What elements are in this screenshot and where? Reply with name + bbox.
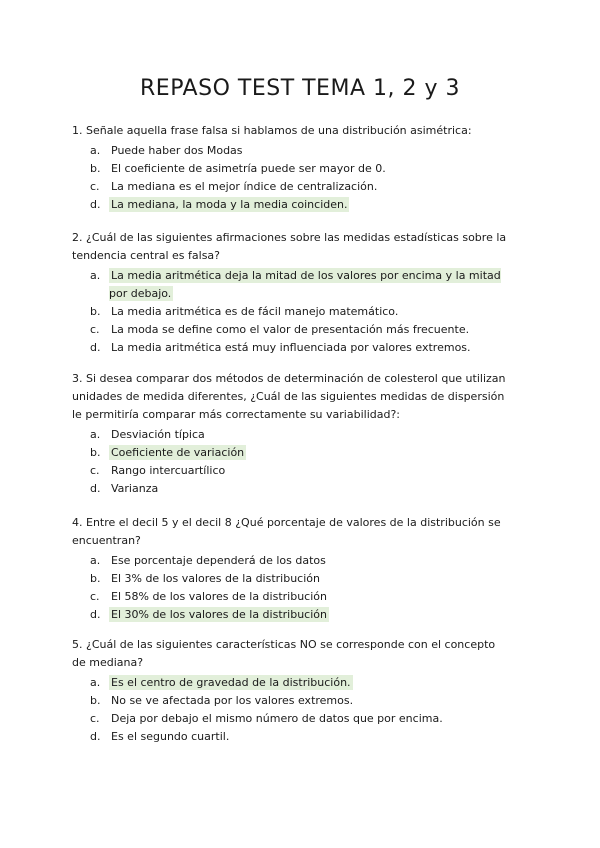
option-letter: c. (90, 712, 100, 725)
option-letter: b. (90, 162, 101, 175)
option-text: La media aritmética está muy influenciada por valores extremos. (111, 341, 471, 354)
question-stem: 3. Si desea comparar dos métodos de determinación de colesterol que utilizan unidades de medida diferentes, ¿Cuál de las siguientes medidas de dispersión le permitiría comparar más correctamente su variabilidad?: (72, 372, 506, 421)
option-a (72, 552, 512, 570)
option-letter: b. (90, 305, 101, 318)
question-stem: 5. ¿Cuál de las siguientes características NO se corresponde con el concepto de mediana? (72, 638, 496, 669)
option-b (72, 160, 512, 178)
option-d (72, 728, 512, 746)
option-list (72, 426, 512, 498)
option-text: El 58% de los valores de la distribución (111, 590, 327, 603)
option-b (72, 570, 512, 588)
option-list (72, 674, 512, 746)
option-letter: a. (90, 676, 101, 689)
option-letter: a. (90, 144, 101, 157)
option-letter: c. (90, 590, 100, 603)
option-a (72, 426, 512, 444)
option-letter: c. (90, 323, 100, 336)
option-letter: a. (90, 428, 101, 441)
option-text: Es el centro de gravedad de la distribución. (111, 676, 351, 689)
option-d (72, 339, 512, 357)
option-d (72, 606, 512, 624)
question-3 (72, 370, 512, 498)
option-text: No se ve afectada por los valores extremos. (111, 694, 354, 707)
option-list (72, 142, 512, 214)
option-letter: b. (90, 572, 101, 585)
option-text: La media aritmética deja la mitad de los valores por encima y la mitad por debajo. (109, 269, 501, 300)
option-letter: b. (90, 694, 101, 707)
option-a (72, 674, 512, 692)
option-d (72, 196, 512, 214)
option-letter: d. (90, 730, 101, 743)
option-list (72, 267, 512, 357)
option-b (72, 303, 512, 321)
option-letter: b. (90, 446, 101, 459)
option-list (72, 552, 512, 624)
question-1 (72, 122, 512, 214)
option-letter: a. (90, 554, 101, 567)
option-text: Es el segundo cuartil. (111, 730, 230, 743)
option-text: Ese porcentaje dependerá de los datos (111, 554, 326, 567)
option-text: El 30% de los valores de la distribución (111, 608, 327, 621)
option-a (72, 267, 512, 303)
option-letter: d. (90, 482, 101, 495)
question-4 (72, 514, 512, 624)
page-title: REPASO TEST TEMA 1, 2 y 3 (140, 76, 460, 101)
option-c (72, 462, 512, 480)
option-letter: a. (90, 269, 101, 282)
option-text: Desviación típica (111, 428, 205, 441)
option-d (72, 480, 512, 498)
option-text: La moda se define como el valor de presentación más frecuente. (111, 323, 470, 336)
question-5 (72, 636, 512, 746)
option-text: Rango intercuartílico (111, 464, 226, 477)
option-text: El 3% de los valores de la distribución (111, 572, 320, 585)
option-c (72, 588, 512, 606)
option-text: Deja por debajo el mismo número de datos que por encima. (111, 712, 443, 725)
question-stem: 4. Entre el decil 5 y el decil 8 ¿Qué porcentaje de valores de la distribución se encuentran? (72, 516, 501, 547)
option-text: La mediana, la moda y la media coinciden. (111, 198, 348, 211)
option-text: El coeficiente de asimetría puede ser mayor de 0. (111, 162, 386, 175)
option-text: La media aritmética es de fácil manejo matemático. (111, 305, 399, 318)
option-c (72, 178, 512, 196)
option-b (72, 692, 512, 710)
option-letter: c. (90, 180, 100, 193)
option-letter: d. (90, 198, 101, 211)
option-letter: c. (90, 464, 100, 477)
option-letter: d. (90, 341, 101, 354)
option-text: La mediana es el mejor índice de centralización. (111, 180, 378, 193)
option-b (72, 444, 512, 462)
question-stem: 2. ¿Cuál de las siguientes afirmaciones sobre las medidas estadísticas sobre la tendencia central es falsa? (72, 231, 507, 262)
option-letter: d. (90, 608, 101, 621)
option-c (72, 710, 512, 728)
option-a (72, 142, 512, 160)
question-stem: 1. Señale aquella frase falsa si hablamos de una distribución asimétrica: (72, 124, 472, 137)
option-text: Coeficiente de variación (111, 446, 245, 459)
option-c (72, 321, 512, 339)
option-text: Puede haber dos Modas (111, 144, 243, 157)
question-2 (72, 229, 512, 357)
option-text: Varianza (111, 482, 159, 495)
